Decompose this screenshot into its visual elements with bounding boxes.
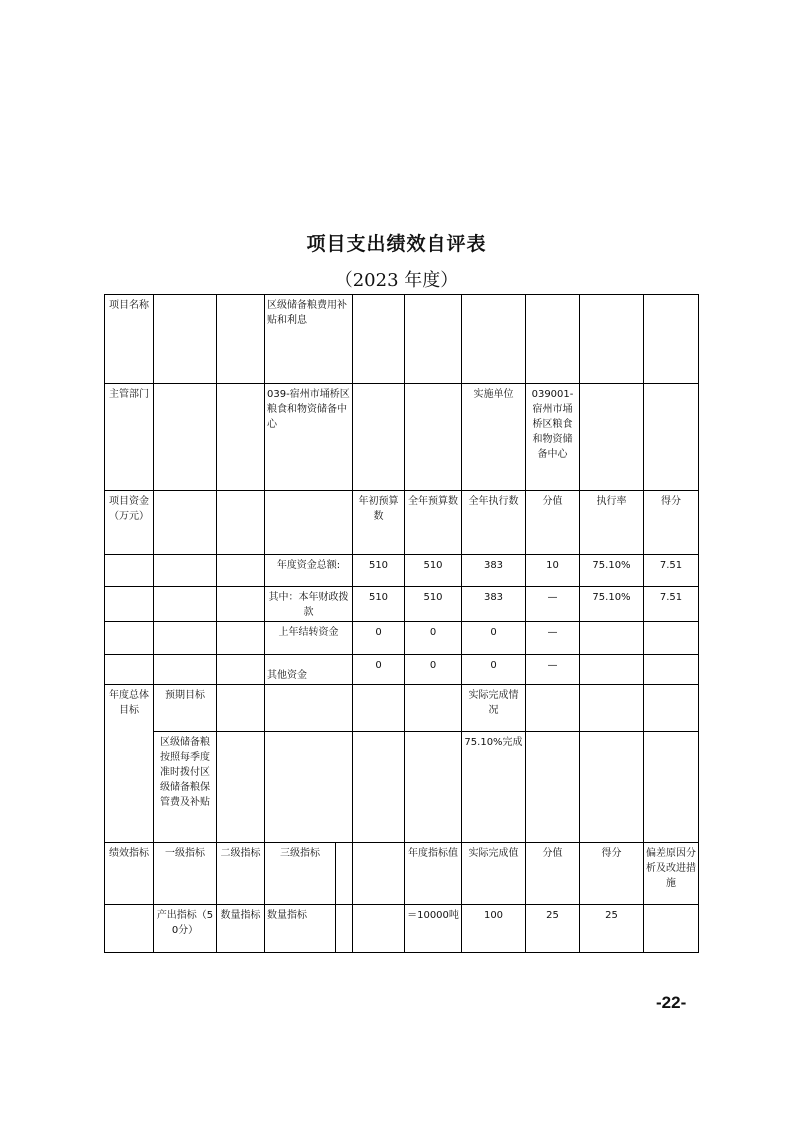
actual-label: 实际完成情况 (462, 685, 526, 732)
table-row (105, 655, 699, 685)
table-cell: 510 (353, 587, 405, 622)
fund-row-label: 年度资金总额: (265, 555, 353, 587)
indicator-score-value: 25 (526, 905, 580, 953)
indicator-header: 一级指标 (154, 843, 217, 905)
table-row (105, 555, 699, 587)
funds-header: 全年执行数 (462, 491, 526, 555)
dept-value: 039-宿州市埇桥区粮食和物资储备中心 (265, 384, 353, 491)
indicator-header: 年度指标值 (405, 843, 462, 905)
funds-header: 年初预算数 (353, 491, 405, 555)
dept-label: 主管部门 (105, 384, 154, 491)
table-cell: 510 (353, 555, 405, 587)
table-cell: 75.10% (580, 587, 644, 622)
indicator-header: 得分 (580, 843, 644, 905)
indicator-header: 三级指标 (265, 843, 336, 905)
table-cell (580, 622, 644, 655)
table-cell: 0 (462, 622, 526, 655)
indicator-header: 偏差原因分析及改进措施 (644, 843, 699, 905)
expected-label: 预期目标 (154, 685, 217, 732)
indicator-actual: 100 (462, 905, 526, 953)
table-row (105, 843, 699, 905)
table-cell: 383 (462, 555, 526, 587)
funds-header: 分值 (526, 491, 580, 555)
performance-table (104, 294, 699, 953)
table-cell: 510 (405, 587, 462, 622)
table-row (105, 732, 699, 843)
table-cell: — (526, 587, 580, 622)
funds-header: 得分 (644, 491, 699, 555)
table-cell (644, 622, 699, 655)
page-number: -22- (656, 993, 687, 1012)
table-cell: 383 (462, 587, 526, 622)
impl-unit-label: 实施单位 (462, 384, 526, 491)
indicator-header: 二级指标 (217, 843, 265, 905)
fund-row-label: 上年结转资金 (265, 622, 353, 655)
indicator-reason (644, 905, 699, 953)
table-cell (580, 655, 644, 685)
table-cell: 0 (353, 655, 405, 685)
table-cell: 0 (353, 622, 405, 655)
project-name-value: 区级储备粮费用补贴和利息 (265, 295, 353, 384)
table-cell: 7.51 (644, 555, 699, 587)
table-row (105, 295, 699, 384)
funds-header: 全年预算数 (405, 491, 462, 555)
funds-label: 项目资金（万元） (105, 491, 154, 555)
indicator-label: 绩效指标 (105, 843, 154, 905)
table-cell: — (526, 622, 580, 655)
indicator-target: ＝10000吨 (405, 905, 462, 953)
table-cell: 75.10% (580, 555, 644, 587)
actual-value: 75.10%完成 (462, 732, 526, 843)
page-title: 项目支出绩效自评表 (306, 233, 487, 255)
table-cell: 10 (526, 555, 580, 587)
funds-header: 执行率 (580, 491, 644, 555)
table-row (105, 685, 699, 732)
table-row (105, 587, 699, 622)
indicator-header: 分值 (526, 843, 580, 905)
table-cell (644, 655, 699, 685)
fund-row-label: 其中：本年财政拨款 (265, 587, 353, 622)
table-cell: 0 (405, 655, 462, 685)
table-cell: 7.51 (644, 587, 699, 622)
project-name-label: 项目名称 (105, 295, 154, 384)
indicator-level1: 产出指标（50分） (154, 905, 217, 953)
indicator-header: 实际完成值 (462, 843, 526, 905)
table-row (105, 491, 699, 555)
goal-label: 年度总体目标 (105, 685, 154, 843)
table-row (105, 622, 699, 655)
impl-unit-value: 039001-宿州市埇桥区粮食和物资储备中心 (526, 384, 580, 491)
indicator-score: 25 (580, 905, 644, 953)
fund-row-label: 其他资金 (265, 655, 353, 685)
indicator-level2: 数量指标 (217, 905, 265, 953)
table-cell: 510 (405, 555, 462, 587)
expected-value: 区级储备粮按照每季度准时拨付区级储备粮保管费及补贴 (154, 732, 217, 843)
table-cell: — (526, 655, 580, 685)
indicator-level3: 数量指标 (265, 905, 336, 953)
table-row (105, 384, 699, 491)
table-cell: 0 (405, 622, 462, 655)
table-cell: 0 (462, 655, 526, 685)
table-row (105, 905, 699, 953)
page-subtitle: （2023 年度） (334, 270, 459, 291)
